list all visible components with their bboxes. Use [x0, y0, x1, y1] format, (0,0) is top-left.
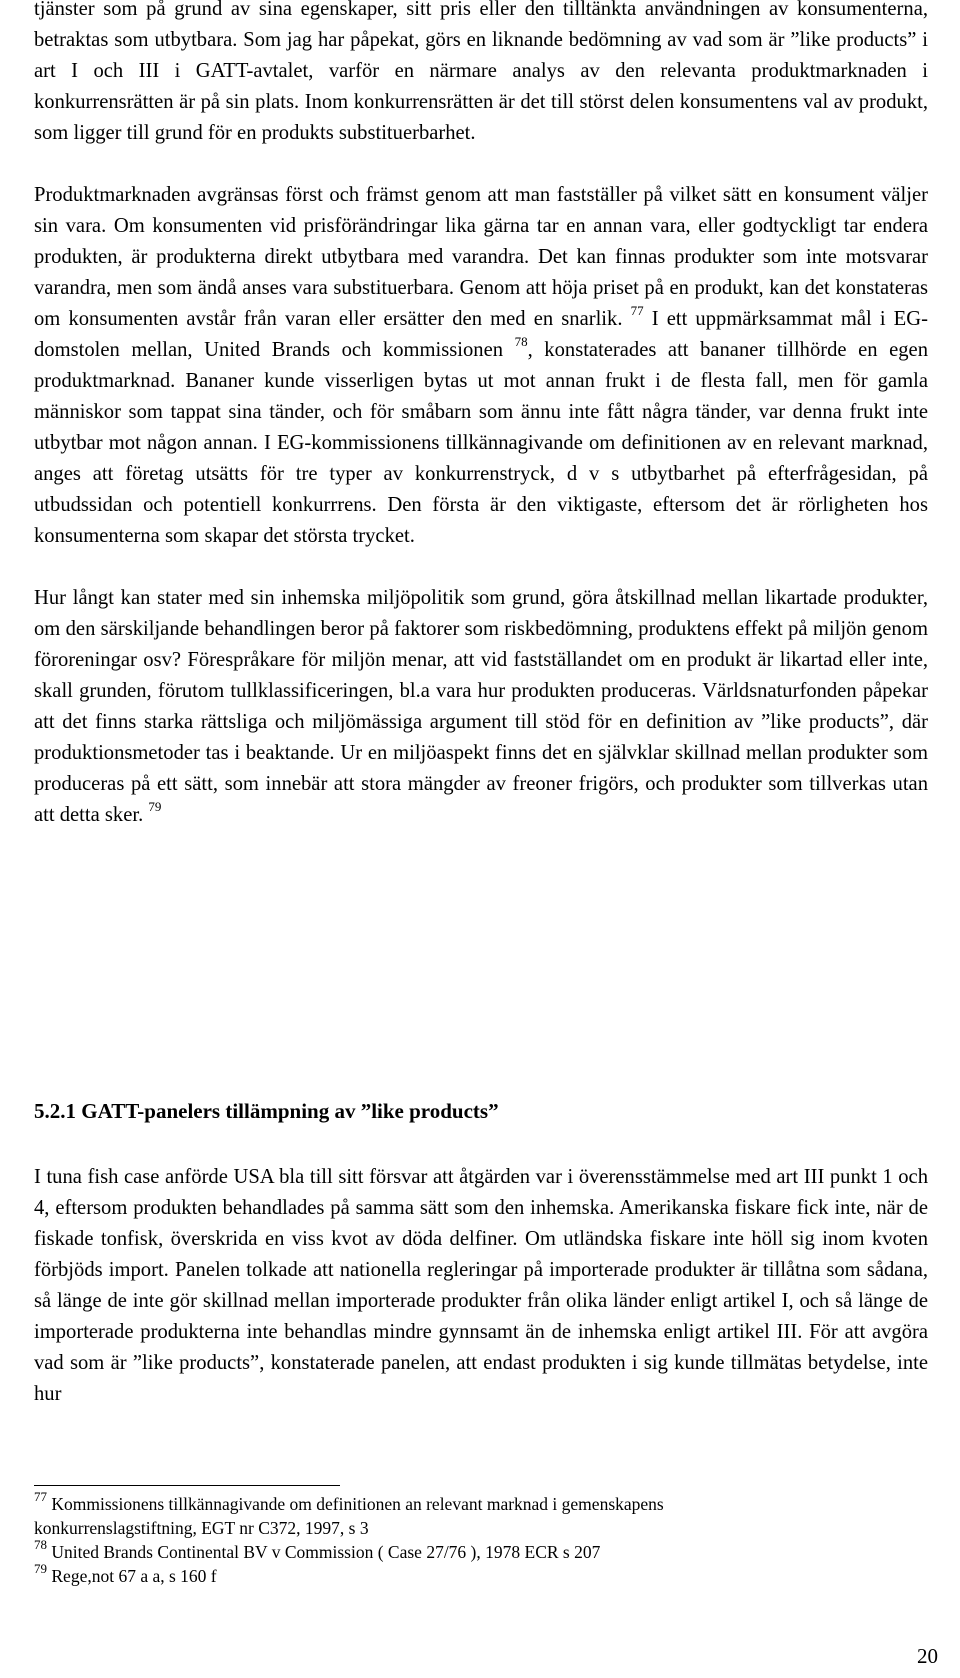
page-number: 20	[917, 1644, 938, 1668]
body-text-section	[34, 1162, 928, 1410]
footnote-text: United Brands Continental BV v Commission ( Case 27/76 ), 1978 ECR s 207	[51, 1542, 601, 1562]
paragraph-text: I tuna fish case anförde USA bla till sitt försvar att åtgärden var i överensstämmelse med art III punkt 1 och 4, eftersom produkten behandlades på samma sätt som den inhemska. Amerikanska fiskare fick inte, när de fiskade tonfisk, överskrida en viss kvot av döda delfiner. Om utländska fiskare inte höll sig inom kvoten förbjöds import. Panelen tolkade att nationella regleringar på importerade produkter är tillåtna som sådana, så länge de inte gör skillnad mellan importerade produkter från olika länder enligt artikel I, och så länge de importerade produkterna inte behandlas mindre gynnsamt än de inhemska enligt artikel III. För att avgöra vad som är ”like products”, konstaterade panelen, att endast produkten i sig kunde tillmätas betydelse, inte hur	[34, 1166, 928, 1405]
paragraph-text: I ett uppmärksammat mål i EG-domstolen mellan, United Brands och kommissionen	[34, 308, 928, 361]
paragraph	[34, 0, 928, 149]
paragraph-text: tjänster som på grund av sina egenskaper, sitt pris eller den tilltänkta användningen av konsumenterna, betraktas som utbytbara. Som jag har påpekat, görs en liknande bedömning av vad som är ”like products” i art I och III i GATT-avtalet, varför en närmare analys av den relevanta produktmarknaden i konkurrensrätten är på sin plats. Inom konkurrensrätten är det till störst delen konsumentens val av produkt, som ligger till grund för en produkts substituerbarhet.	[34, 0, 928, 144]
footnote-number: 77	[34, 1489, 47, 1505]
footnote-text: Kommissionens tillkännagivande om definitionen an relevant marknad i gemenskapens	[51, 1494, 664, 1514]
footnote-text: Rege,not 67 a a, s 160 f	[51, 1566, 217, 1586]
footnote-reference: 77	[630, 303, 644, 319]
footnote-number: 79	[34, 1561, 47, 1577]
footnote-number: 78	[34, 1537, 47, 1553]
footnote-line	[34, 1537, 928, 1564]
paragraph-text: Produktmarknaden avgränsas först och främst genom att man fastställer på vilket sätt en konsument väljer sin vara. Om konsumenten vid prisförändringar lika gärna tar en annan vara, eller godtyckligt tar endera produkten, är produkterna direkt utbytbara med varandra. Det kan finnas produkter som inte motsvarar varandra, men som ändå anses vara substituerbara. Genom att höja priset på en produkt, kan det konstateras om konsumenten avstår från varan eller ersätter den med en snarlik.	[34, 184, 928, 330]
paragraph-text: Hur långt kan stater med sin inhemska miljöpolitik som grund, göra åtskillnad mellan likartade produkter, om den särskiljande behandlingen beror på faktorer som riskbedömning, produktens effekt på miljön genom föroreningar osv? Förespråkare för miljön menar, att vid fastställandet om en produkt är likartad eller inte, skall grunden, förutom tullklassificeringen, bl.a vara hur produkten produceras. Världsnaturfonden påpekar att det finns starka rättsliga och miljömässiga argument till stöd för en definition av ”like products”, där produktionsmetoder tas i beaktande. Ur en miljöaspekt finns det en självklar skillnad mellan produkter som produceras på ett sätt, som innebär att stora mängder av freoner frigörs, och produkter som tillverkas utan att detta sker.	[34, 587, 928, 826]
footnotes	[34, 1489, 928, 1588]
paragraph-text: , konstaterades att bananer tillhörde en egen produktmarknad. Bananer kunde visserligen bytas ut mot annan frukt i de flesta fall, men för gamla människor som tappat sina tänder, och för småbarn som ännu inte fått några tänder, var denna frukt inte utbytbar mot någon annan. I EG-kommissionens tillkännagivande om definitionen av en relevant marknad, anges att företag utsätts för tre typer av konkurrenstryck, d v s utbytbarhet på efterfrågesidan, på utbudssidan och potentiell konkurrrens. Den första är den viktigaste, eftersom det är rörligheten hos konsumenterna som skapar det största trycket.	[34, 339, 928, 547]
footnote-text: konkurrenslagstiftning, EGT nr C372, 1997, s 3	[34, 1518, 369, 1538]
footnote-reference: 78	[514, 334, 528, 350]
footnote-line	[34, 1561, 928, 1588]
paragraph	[34, 1162, 928, 1410]
body-text-top	[34, 0, 928, 831]
footnote-line	[34, 1516, 928, 1540]
paragraph	[34, 180, 928, 552]
paragraph	[34, 583, 928, 831]
footnote-reference: 79	[148, 799, 162, 815]
section-heading: 5.2.1 GATT-panelers tillämpning av ”like products”	[34, 1099, 499, 1123]
footnote-divider	[34, 1485, 340, 1486]
footnote-line	[34, 1489, 928, 1516]
